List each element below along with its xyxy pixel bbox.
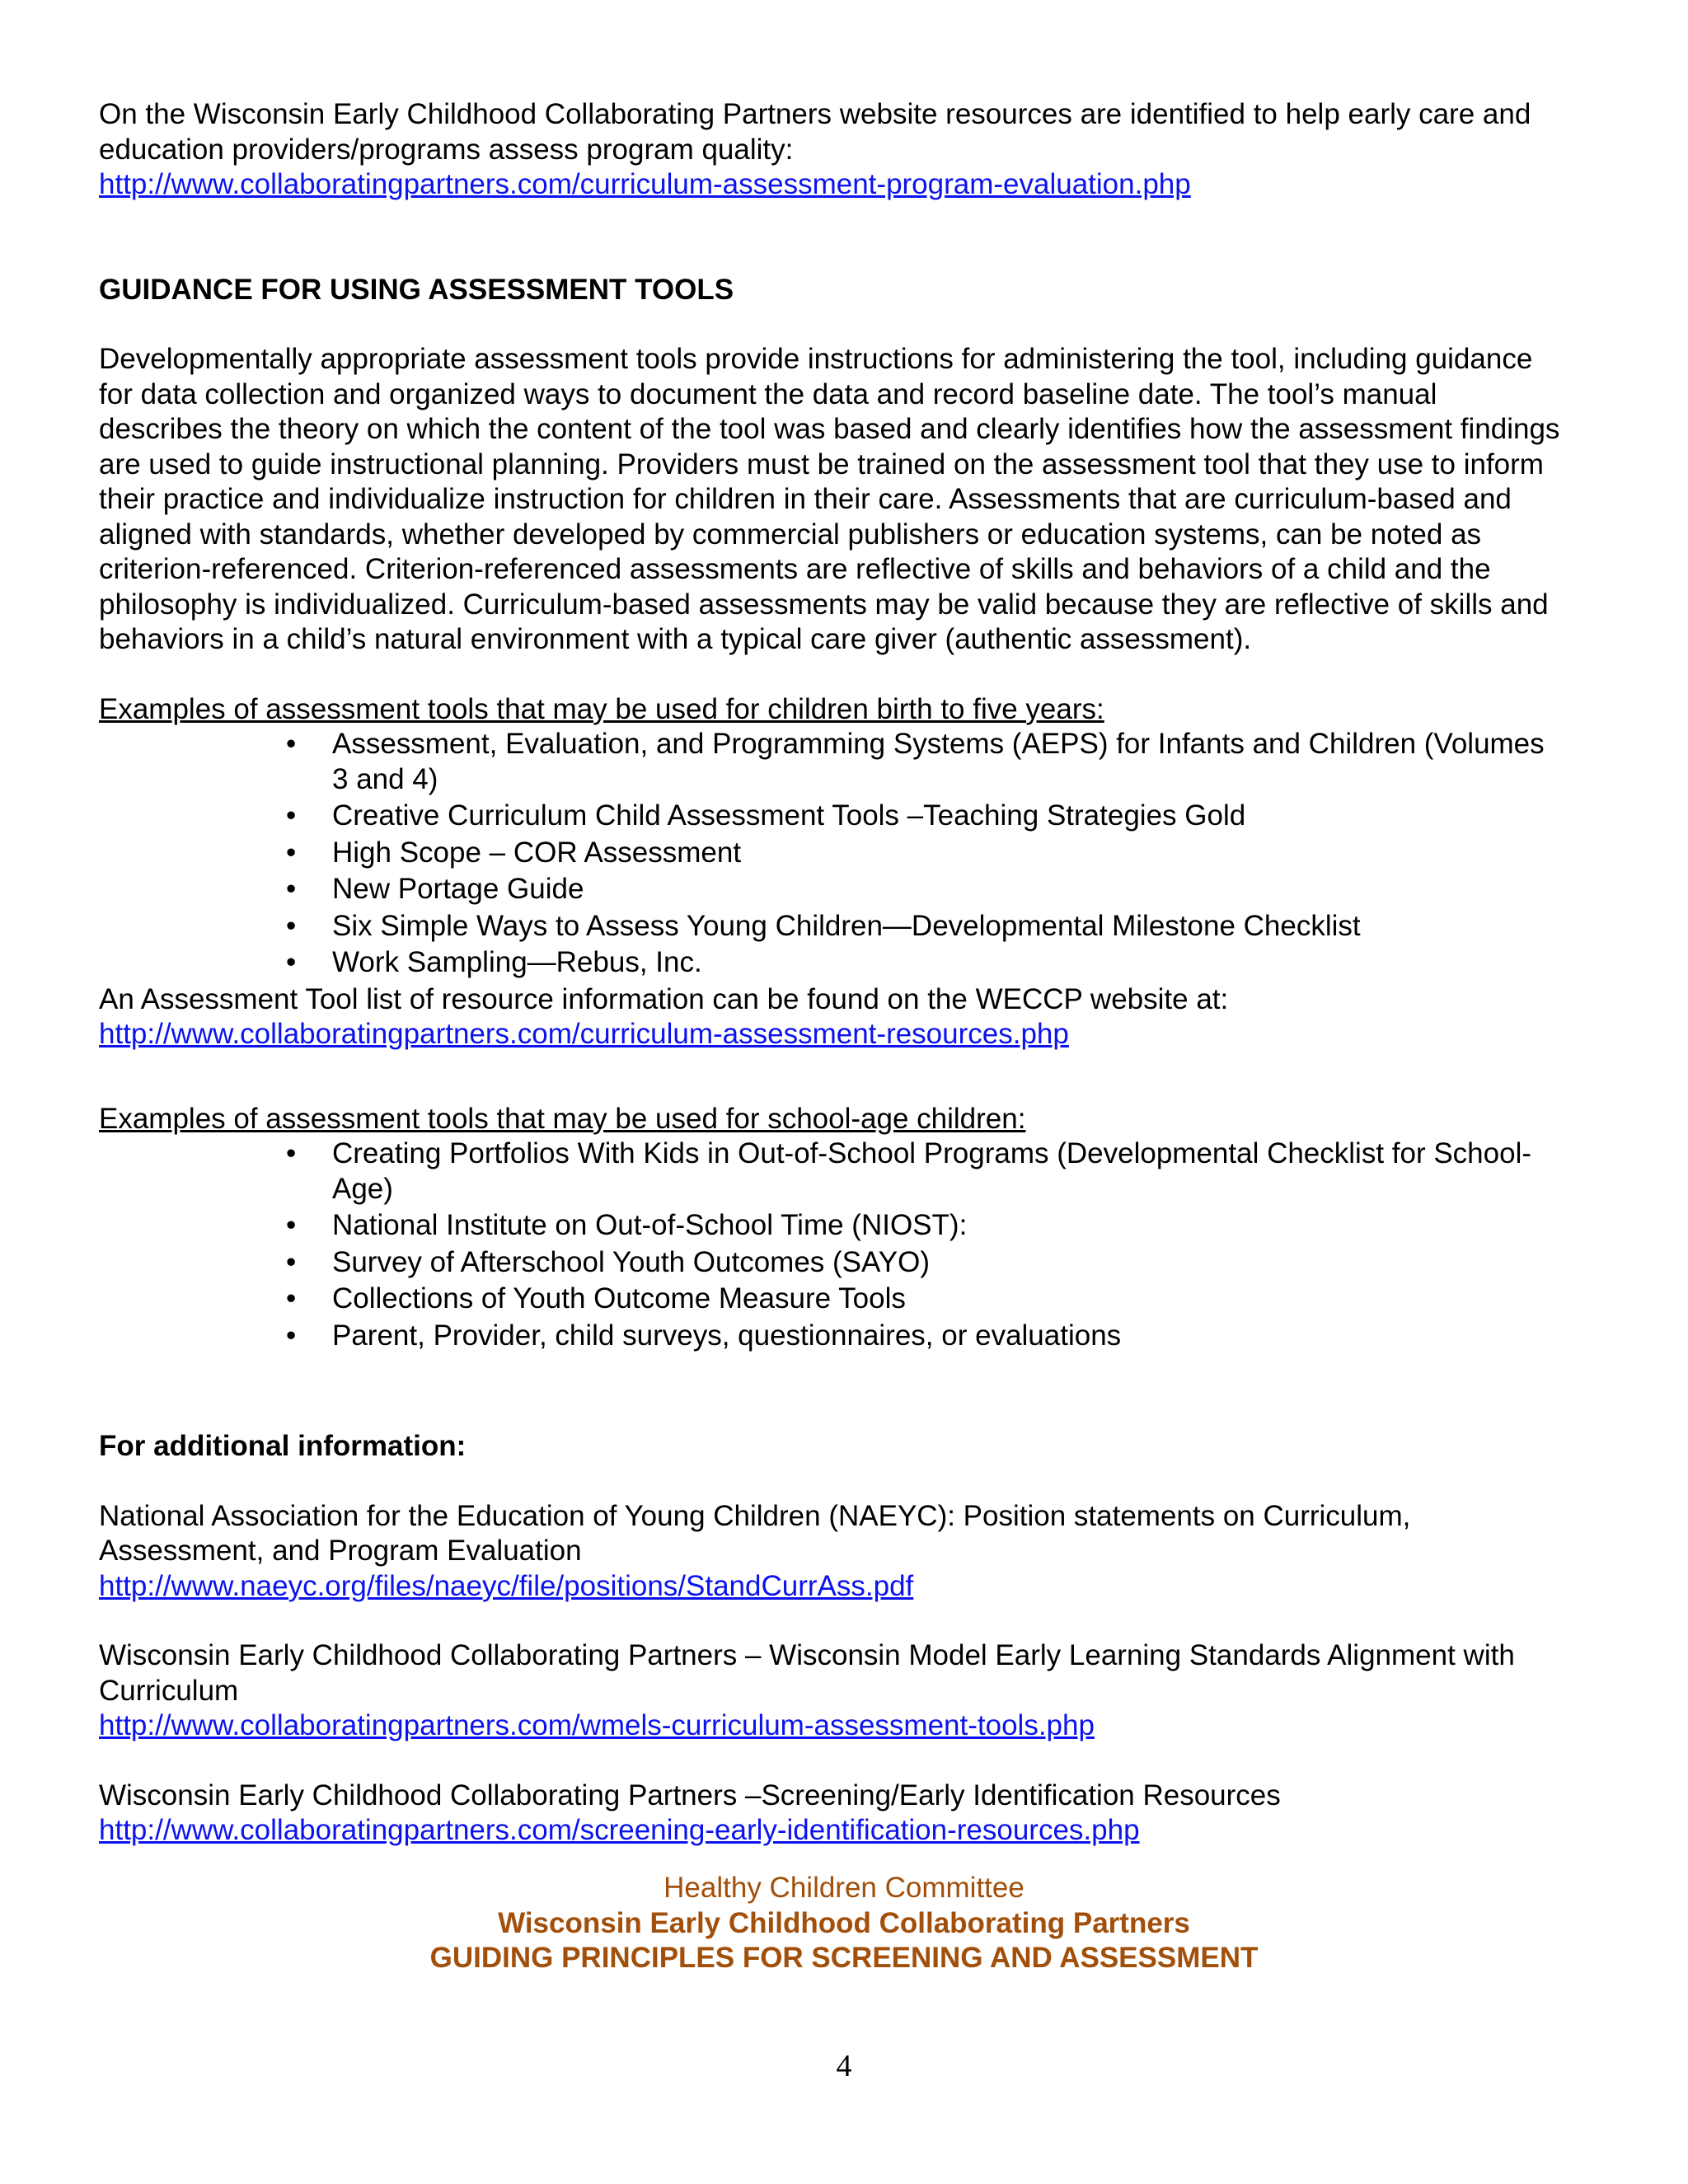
- list-item: • National Institute on Out-of-School Time (NIOST):: [332, 1208, 1566, 1244]
- bullet-icon: •: [286, 946, 297, 978]
- bullet-icon: •: [286, 1319, 297, 1352]
- school-age-label: Examples of assessment tools that may be used for school-age children:: [99, 1102, 1026, 1135]
- screening-text: Wisconsin Early Childhood Collaborating Partners –Screening/Early Identification Resources: [99, 1779, 1281, 1811]
- list-item: • Assessment, Evaluation, and Programming Systems (AEPS) for Infants and Children (Volumes 3 and 4): [286, 728, 1545, 795]
- list-item: • Work Sampling—Rebus, Inc.: [332, 945, 1566, 981]
- screening-link[interactable]: http://www.collaboratingpartners.com/screening-early-identification-resources.php: [99, 1814, 1140, 1846]
- bullet-icon: •: [286, 728, 297, 760]
- guidance-heading: GUIDANCE FOR USING ASSESSMENT TOOLS: [99, 273, 734, 306]
- list-item: • Creating Portfolios With Kids in Out-of-School Programs (Developmental Checklist for School-Age): [286, 1137, 1532, 1205]
- list-item: • Parent, Provider, child surveys, questionnaires, or evaluations: [332, 1319, 1566, 1354]
- bullet-icon: •: [286, 799, 297, 832]
- school-age-list: [99, 1137, 1566, 1353]
- list-item: • High Scope – COR Assessment: [332, 836, 1566, 871]
- footer: [0, 1871, 1688, 1976]
- wmels-link[interactable]: http://www.collaboratingpartners.com/wmels-curriculum-assessment-tools.php: [99, 1709, 1095, 1741]
- list-item: • Survey of Afterschool Youth Outcomes (SAYO): [332, 1245, 1566, 1281]
- birth-to-five-list: [99, 727, 1566, 981]
- bullet-icon: •: [286, 909, 297, 942]
- bullet-icon: •: [286, 873, 297, 905]
- bullet-icon: •: [286, 1282, 297, 1315]
- bullet-icon: •: [286, 1137, 297, 1169]
- intro-text: On the Wisconsin Early Childhood Collaborating Partners website resources are identified to help early care and education providers/programs assess program quality:: [99, 98, 1531, 166]
- naeyc-text: National Association for the Education of Young Children (NAEYC): Position statements on Curriculum, Assessment, and Program Evaluation: [99, 1499, 1411, 1567]
- birth-to-five-label: Examples of assessment tools that may be used for children birth to five years:: [99, 692, 1104, 725]
- list-item: • Six Simple Ways to Assess Young Children—Developmental Milestone Checklist: [332, 909, 1566, 944]
- wmels-text: Wisconsin Early Childhood Collaborating Partners – Wisconsin Model Early Learning Standards Alignment with Curriculum: [99, 1639, 1515, 1707]
- footer-organization: Wisconsin Early Childhood Collaborating Partners: [498, 1906, 1190, 1939]
- bullet-icon: •: [286, 1209, 297, 1241]
- program-evaluation-link[interactable]: http://www.collaboratingpartners.com/curriculum-assessment-program-evaluation.php: [99, 168, 1191, 200]
- naeyc-link[interactable]: http://www.naeyc.org/files/naeyc/file/positions/StandCurrAss.pdf: [99, 1569, 914, 1602]
- document-body: [99, 97, 1566, 1849]
- footer-committee: Healthy Children Committee: [663, 1872, 1025, 1904]
- list-item: • Collections of Youth Outcome Measure Tools: [332, 1282, 1566, 1317]
- guidance-paragraph: Developmentally appropriate assessment tools provide instructions for administering the tool, including guidance for data collection and organized ways to document the data and record baseline date. The tool’s manual describes the theory on which the content of the tool was based and clearly identifies how the assessment findings are used to guide instructional planning. Providers must be trained on the assessment tool that they use to inform their practice and individualize instruction for children in their care. Assessments that are curriculum-based and aligned with standards, whether developed by commercial publishers or education systems, can be noted as criterion-referenced. Criterion-referenced assessments are reflective of skills and behaviors of a child and the philosophy is individualized. Curriculum-based assessments may be valid because they are reflective of skills and behaviors in a child’s natural environment with a typical care giver (authentic assessment).: [99, 343, 1560, 655]
- footer-document-title: GUIDING PRINCIPLES FOR SCREENING AND ASSESSMENT: [429, 1942, 1259, 1974]
- assessment-resources-link[interactable]: http://www.collaboratingpartners.com/curriculum-assessment-resources.php: [99, 1018, 1069, 1050]
- bullet-icon: •: [286, 836, 297, 869]
- additional-info-heading: For additional information:: [99, 1430, 467, 1462]
- bullet-icon: •: [286, 1245, 297, 1278]
- assessment-tool-note: An Assessment Tool list of resource information can be found on the WECCP website at:: [99, 982, 1229, 1015]
- page-number: 4: [836, 2049, 852, 2083]
- list-item: • New Portage Guide: [332, 872, 1566, 907]
- list-item: • Creative Curriculum Child Assessment Tools –Teaching Strategies Gold: [332, 799, 1566, 834]
